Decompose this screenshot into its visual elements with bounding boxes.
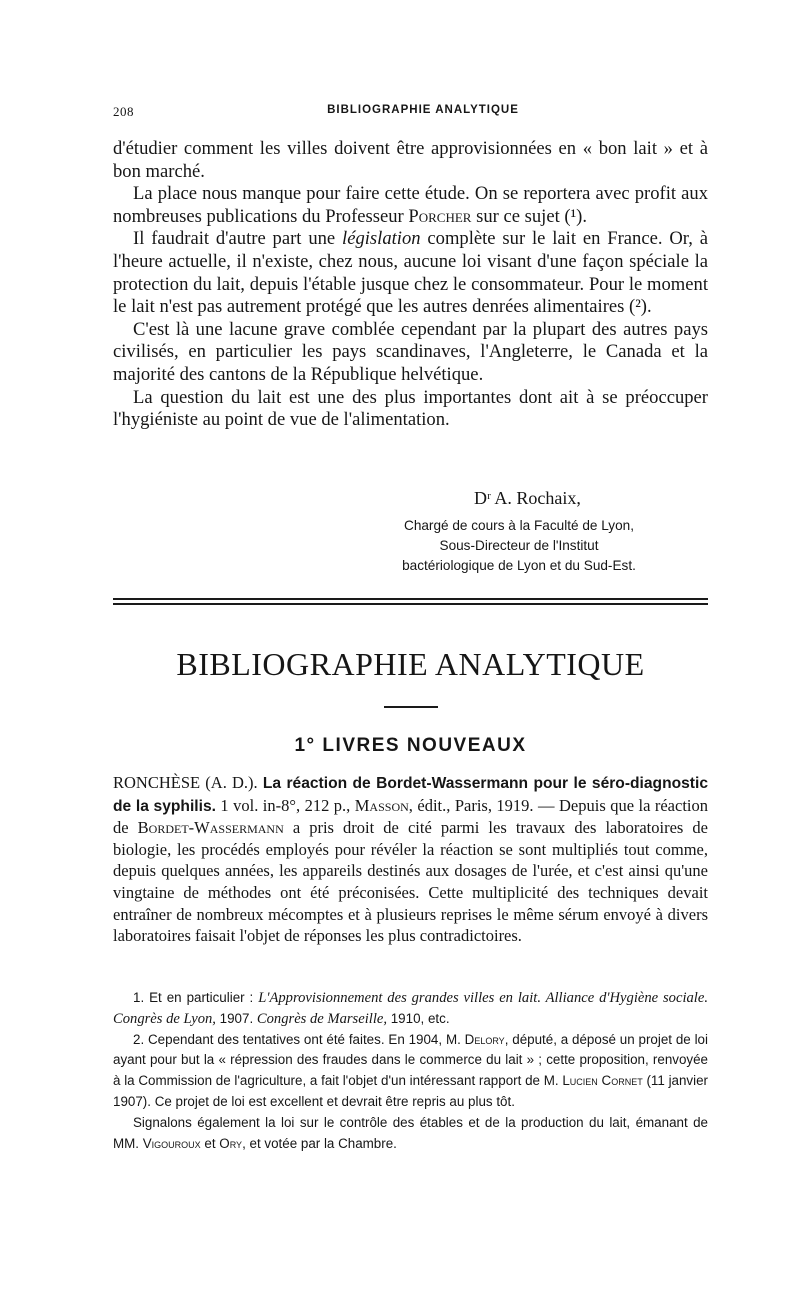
subsection-title: 1° LIVRES NOUVEAUX [294, 735, 527, 756]
signature-name: Dʳ A. Rochaix, [474, 488, 581, 508]
text-run: 1910, etc. [387, 1010, 450, 1026]
affiliation-line: Sous-Directeur de l'Institut [439, 537, 599, 553]
paragraph: C'est là une lacune grave comblée cependant par la plupart des autres pays civilisés, en particulier les pays scandinaves, l'Angleterre, le Canada et la majorité des cantons de la République helvétique. [113, 318, 708, 385]
divider-bottom [113, 603, 708, 605]
footnotes [113, 988, 708, 1154]
paragraph: d'étudier comment les villes doivent être approvisionnées en « bon lait » et à bon marché. [113, 138, 708, 182]
text-run: et [200, 1135, 220, 1151]
text-run: 1 vol. in-8°, 212 p., [215, 795, 355, 815]
text-run: , et votée par la Chambre. [242, 1135, 397, 1151]
person-name: Ory [219, 1135, 243, 1151]
review-author: RONCHÈSE (A. D.). [113, 773, 263, 792]
affiliation-line: bactériologique de Lyon et du Sud-Est. [402, 557, 636, 573]
section-title: BIBLIOGRAPHIE ANALYTIQUE [176, 646, 645, 682]
text-run: , édit., Paris, 1919. — Depuis que la réaction de [113, 795, 708, 838]
text-run: sur ce sujet (¹). [471, 205, 588, 227]
text-run: (11 janvier 1907). Ce projet de loi est excellent et devrait être repris au plus tôt. [113, 1073, 709, 1109]
paragraph [113, 228, 708, 318]
text-run: La place nous manque pour faire cette étude. On se reportera avec profit aux nombreuses publications du Professeur [113, 183, 708, 227]
book-review [113, 772, 708, 947]
person-name: Lucien Cornet [562, 1073, 643, 1089]
footnote-3 [113, 1113, 708, 1155]
author-name: Bordet-Wassermann [137, 818, 284, 838]
italic-citation: L'Approvisionnement des grandes villes en lait. Alliance d'Hygiène sociale. Congrès de Lyon, [113, 990, 708, 1027]
title-underline [384, 706, 438, 708]
affiliation-line: Chargé de cours à la Faculté de Lyon, [404, 518, 634, 533]
italic-term: législation [342, 228, 421, 250]
author-name: Porcher [408, 205, 472, 227]
text-run: 1907. [215, 1010, 257, 1026]
running-title: BIBLIOGRAPHIE ANALYTIQUE [327, 104, 519, 116]
page-header [113, 104, 713, 126]
footnote-1 [113, 988, 708, 1030]
book-title: La réaction de Bordet-Wassermann pour le séro-diagnostic de la syphilis. [113, 775, 709, 815]
signature-affiliation [360, 516, 678, 575]
text-run: 1. Et en particulier : [133, 990, 259, 1005]
italic-citation: Congrès de Marseille, [256, 1010, 388, 1027]
text-run: Il faudrait d'autre part une [133, 228, 343, 250]
paragraph [113, 183, 708, 228]
review-paragraph [113, 772, 708, 947]
publisher-name: Masson [354, 795, 409, 815]
text-run: Signalons également la loi sur le contrôle des étables et de la production du lait, émanant de MM. [113, 1114, 708, 1151]
text-run: , député, a déposé un projet de loi ayant pour but la « répression des fraudes dans le commerce du lait » ; cette proposition, renvoyée à la Commission de l'agriculture, a fait l'objet d'un intéressant rapport de M. [113, 1031, 708, 1089]
person-name: Delory [464, 1031, 505, 1047]
text-run: a pris droit de cité parmi les travaux des laboratoires de biologie, les procédés employés pour révéler la réaction se sont multipliés tout comme, depuis quelques années, les appareils destinés aux dosages de l'urée, et c'est ainsi qu'une vingtaine de méthodes ont été préconisées. Cette multiplicité des techniques devait entraîner de nombreux mécomptes et à plusieurs reprises le même sérum envoyé à divers laboratoires faisait l'objet de réponses les plus contradictoires. [113, 818, 708, 946]
text-run: complète sur le lait en France. Or, à l'heure actuelle, il n'existe, chez nous, aucune loi visant d'une façon spéciale la protection du lait, depuis l'étable jusque chez le consommateur. Pour le moment le lait n'est pas autrement protégé que les autres denrées alimentaires (²). [113, 228, 709, 318]
paragraph: La question du lait est une des plus importantes dont ait à se préoccuper l'hygiéniste au point de vue de l'alimentation. [113, 386, 708, 431]
article-body [113, 138, 708, 432]
text-run: 2. Cependant des tentatives ont été faites. En 1904, M. [133, 1031, 465, 1047]
person-name: Vigouroux [142, 1135, 201, 1151]
divider-top [113, 598, 708, 600]
page-number: 208 [113, 104, 134, 119]
footnote-2 [113, 1030, 708, 1113]
